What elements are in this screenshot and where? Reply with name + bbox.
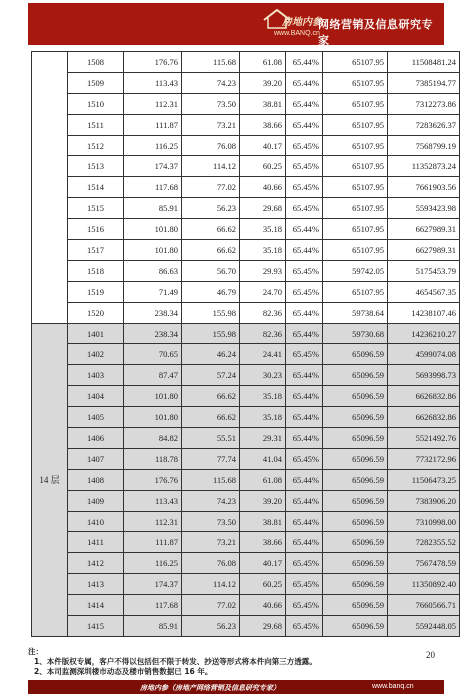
- ratio-cell: 65.45%: [286, 574, 323, 595]
- total-price-cell: 7567478.59: [388, 553, 460, 574]
- total-price-cell: 7661903.56: [388, 177, 460, 198]
- ratio-cell: 65.45%: [286, 448, 323, 469]
- area-cell: 116.25: [124, 553, 182, 574]
- unit-price-cell: 65096.59: [323, 469, 388, 490]
- unit-price-cell: 65107.95: [323, 114, 388, 135]
- area-cell: 86.63: [124, 260, 182, 281]
- room-number-cell: 1409: [68, 490, 124, 511]
- area-cell: 40.66: [240, 177, 286, 198]
- area-cell: 101.80: [124, 219, 182, 240]
- area-cell: 117.68: [124, 595, 182, 616]
- logo-brand-name: 房地内参: [282, 17, 322, 28]
- unit-price-cell: 65096.59: [323, 365, 388, 386]
- note-line-1: 1、本件版权专属，客户不得以包括但不限于转发、抄送等形式将本件向第三方透露。: [34, 657, 317, 666]
- total-price-cell: 11350892.40: [388, 574, 460, 595]
- unit-price-cell: 65096.59: [323, 428, 388, 449]
- area-cell: 113.43: [124, 72, 182, 93]
- area-cell: 46.24: [182, 344, 240, 365]
- total-price-cell: 7282355.52: [388, 532, 460, 553]
- area-cell: 116.25: [124, 135, 182, 156]
- area-cell: 85.91: [124, 198, 182, 219]
- area-cell: 112.31: [124, 93, 182, 114]
- unit-price-cell: 65096.59: [323, 511, 388, 532]
- table-row: [32, 260, 460, 281]
- area-cell: 77.02: [182, 177, 240, 198]
- area-cell: 111.87: [124, 114, 182, 135]
- area-cell: 39.20: [240, 490, 286, 511]
- total-price-cell: 11352873.24: [388, 156, 460, 177]
- ratio-cell: 65.44%: [286, 52, 323, 73]
- table-row: [32, 428, 460, 449]
- area-cell: 66.62: [182, 240, 240, 261]
- area-cell: 77.02: [182, 595, 240, 616]
- area-cell: 115.68: [182, 52, 240, 73]
- table-row: [32, 93, 460, 114]
- table-row: [32, 469, 460, 490]
- table-row: [32, 114, 460, 135]
- table-row: [32, 219, 460, 240]
- room-number-cell: 1407: [68, 448, 124, 469]
- room-number-cell: 1401: [68, 323, 124, 344]
- area-cell: 74.23: [182, 72, 240, 93]
- area-cell: 117.68: [124, 177, 182, 198]
- unit-price-cell: 65107.95: [323, 72, 388, 93]
- room-number-cell: 1415: [68, 616, 124, 637]
- area-cell: 73.21: [182, 114, 240, 135]
- total-price-cell: 5592448.05: [388, 616, 460, 637]
- area-cell: 82.36: [240, 302, 286, 323]
- unit-price-cell: 65096.59: [323, 407, 388, 428]
- area-cell: 114.12: [182, 574, 240, 595]
- area-cell: 29.68: [240, 198, 286, 219]
- area-cell: 176.76: [124, 469, 182, 490]
- unit-price-cell: 65096.59: [323, 344, 388, 365]
- area-cell: 155.98: [182, 323, 240, 344]
- table-row: [32, 177, 460, 198]
- table-row: [32, 595, 460, 616]
- area-cell: 55.51: [182, 428, 240, 449]
- floor-label-cell: [32, 52, 68, 324]
- unit-price-cell: 65096.59: [323, 448, 388, 469]
- ratio-cell: 65.44%: [286, 469, 323, 490]
- unit-price-cell: 65096.59: [323, 532, 388, 553]
- ratio-cell: 65.44%: [286, 240, 323, 261]
- area-cell: 24.70: [240, 281, 286, 302]
- unit-price-cell: 65107.95: [323, 135, 388, 156]
- room-number-cell: 1512: [68, 135, 124, 156]
- ratio-cell: 65.44%: [286, 93, 323, 114]
- area-cell: 38.81: [240, 511, 286, 532]
- area-cell: 35.18: [240, 240, 286, 261]
- area-cell: 61.08: [240, 469, 286, 490]
- area-cell: 238.34: [124, 323, 182, 344]
- area-cell: 77.74: [182, 448, 240, 469]
- room-number-cell: 1410: [68, 511, 124, 532]
- area-cell: 35.18: [240, 386, 286, 407]
- ratio-cell: 65.44%: [286, 428, 323, 449]
- unit-price-cell: 65107.95: [323, 93, 388, 114]
- total-price-cell: 6627989.31: [388, 219, 460, 240]
- room-number-cell: 1403: [68, 365, 124, 386]
- unit-price-cell: 65096.59: [323, 386, 388, 407]
- table-row: [32, 198, 460, 219]
- area-cell: 29.31: [240, 428, 286, 449]
- unit-price-cell: 65096.59: [323, 595, 388, 616]
- area-cell: 56.23: [182, 198, 240, 219]
- total-price-cell: 5521492.76: [388, 428, 460, 449]
- total-price-cell: 7310998.00: [388, 511, 460, 532]
- total-price-cell: 6626832.86: [388, 386, 460, 407]
- total-price-cell: 7283626.37: [388, 114, 460, 135]
- total-price-cell: 7383906.20: [388, 490, 460, 511]
- unit-price-cell: 59742.05: [323, 260, 388, 281]
- total-price-cell: 14238107.46: [388, 302, 460, 323]
- unit-price-cell: 65096.59: [323, 490, 388, 511]
- area-cell: 84.82: [124, 428, 182, 449]
- room-number-cell: 1519: [68, 281, 124, 302]
- ratio-cell: 65.45%: [286, 135, 323, 156]
- area-cell: 39.20: [240, 72, 286, 93]
- total-price-cell: 4654567.35: [388, 281, 460, 302]
- total-price-cell: 6627989.31: [388, 240, 460, 261]
- area-cell: 112.31: [124, 511, 182, 532]
- unit-price-cell: 59738.64: [323, 302, 388, 323]
- area-cell: 46.79: [182, 281, 240, 302]
- table-row: [32, 323, 460, 344]
- footer-url: www.banq.cn: [372, 683, 414, 690]
- unit-price-cell: 65107.95: [323, 240, 388, 261]
- unit-price-cell: 65096.59: [323, 616, 388, 637]
- table-row: [32, 448, 460, 469]
- room-number-cell: 1520: [68, 302, 124, 323]
- ratio-cell: 65.44%: [286, 219, 323, 240]
- area-cell: 155.98: [182, 302, 240, 323]
- total-price-cell: 5593423.98: [388, 198, 460, 219]
- area-cell: 174.37: [124, 574, 182, 595]
- room-number-cell: 1517: [68, 240, 124, 261]
- area-cell: 56.70: [182, 260, 240, 281]
- area-cell: 111.87: [124, 532, 182, 553]
- unit-price-cell: 65107.95: [323, 198, 388, 219]
- area-cell: 57.24: [182, 365, 240, 386]
- table-row: [32, 407, 460, 428]
- table-row: [32, 553, 460, 574]
- area-cell: 73.50: [182, 511, 240, 532]
- ratio-cell: 65.45%: [286, 156, 323, 177]
- table-row: [32, 574, 460, 595]
- ratio-cell: 65.44%: [286, 386, 323, 407]
- units-price-table: [31, 51, 460, 637]
- table-row: [32, 511, 460, 532]
- table-row: [32, 365, 460, 386]
- room-number-cell: 1408: [68, 469, 124, 490]
- unit-price-cell: 59730.68: [323, 323, 388, 344]
- area-cell: 76.08: [182, 553, 240, 574]
- total-price-cell: 7312273.86: [388, 93, 460, 114]
- total-price-cell: 11508481.24: [388, 52, 460, 73]
- ratio-cell: 65.44%: [286, 532, 323, 553]
- table-row: [32, 490, 460, 511]
- total-price-cell: 4599074.08: [388, 344, 460, 365]
- room-number-cell: 1511: [68, 114, 124, 135]
- room-number-cell: 1412: [68, 553, 124, 574]
- area-cell: 114.12: [182, 156, 240, 177]
- area-cell: 118.78: [124, 448, 182, 469]
- area-cell: 66.62: [182, 219, 240, 240]
- total-price-cell: 7568799.19: [388, 135, 460, 156]
- room-number-cell: 1406: [68, 428, 124, 449]
- room-number-cell: 1508: [68, 52, 124, 73]
- page-number: 20: [426, 650, 435, 660]
- area-cell: 24.41: [240, 344, 286, 365]
- area-cell: 35.18: [240, 407, 286, 428]
- total-price-cell: 7732172.96: [388, 448, 460, 469]
- ratio-cell: 65.45%: [286, 344, 323, 365]
- area-cell: 29.68: [240, 616, 286, 637]
- total-price-cell: 11506473.25: [388, 469, 460, 490]
- total-price-cell: 14236210.27: [388, 323, 460, 344]
- area-cell: 38.66: [240, 532, 286, 553]
- ratio-cell: 65.45%: [286, 595, 323, 616]
- unit-price-cell: 65107.95: [323, 156, 388, 177]
- room-number-cell: 1516: [68, 219, 124, 240]
- ratio-cell: 65.45%: [286, 177, 323, 198]
- unit-price-cell: 65107.95: [323, 281, 388, 302]
- area-cell: 66.62: [182, 386, 240, 407]
- table-row: [32, 135, 460, 156]
- room-number-cell: 1404: [68, 386, 124, 407]
- area-cell: 113.43: [124, 490, 182, 511]
- area-cell: 61.08: [240, 52, 286, 73]
- area-cell: 38.66: [240, 114, 286, 135]
- area-cell: 73.50: [182, 93, 240, 114]
- table-row: [32, 532, 460, 553]
- area-cell: 176.76: [124, 52, 182, 73]
- unit-price-cell: 65096.59: [323, 553, 388, 574]
- area-cell: 74.23: [182, 490, 240, 511]
- ratio-cell: 65.44%: [286, 490, 323, 511]
- area-cell: 238.34: [124, 302, 182, 323]
- area-cell: 29.93: [240, 260, 286, 281]
- brand-logo: [262, 8, 442, 47]
- room-number-cell: 1510: [68, 93, 124, 114]
- area-cell: 174.37: [124, 156, 182, 177]
- notes-section: [28, 647, 444, 677]
- area-cell: 56.23: [182, 616, 240, 637]
- area-cell: 40.66: [240, 595, 286, 616]
- room-number-cell: 1513: [68, 156, 124, 177]
- ratio-cell: 65.45%: [286, 616, 323, 637]
- area-cell: 71.49: [124, 281, 182, 302]
- area-cell: 30.23: [240, 365, 286, 386]
- logo-url: www.BANQ.cn: [274, 30, 320, 37]
- area-cell: 82.36: [240, 323, 286, 344]
- floor-label-cell: 14 层: [32, 323, 68, 636]
- area-cell: 76.08: [182, 135, 240, 156]
- table-row: [32, 240, 460, 261]
- room-number-cell: 1413: [68, 574, 124, 595]
- ratio-cell: 65.45%: [286, 198, 323, 219]
- note-line-2: 2、本司监测深圳楼市动态及楼市销售数据已 16 年。: [34, 667, 213, 676]
- ratio-cell: 65.44%: [286, 302, 323, 323]
- area-cell: 115.68: [182, 469, 240, 490]
- room-number-cell: 1414: [68, 595, 124, 616]
- ratio-cell: 65.45%: [286, 260, 323, 281]
- area-cell: 101.80: [124, 386, 182, 407]
- area-cell: 87.47: [124, 365, 182, 386]
- ratio-cell: 65.44%: [286, 323, 323, 344]
- table-row: [32, 616, 460, 637]
- table-row: [32, 52, 460, 73]
- area-cell: 41.04: [240, 448, 286, 469]
- ratio-cell: 65.44%: [286, 72, 323, 93]
- area-cell: 73.21: [182, 532, 240, 553]
- table-row: [32, 156, 460, 177]
- area-cell: 40.17: [240, 553, 286, 574]
- room-number-cell: 1518: [68, 260, 124, 281]
- notes-title: 注：: [28, 647, 43, 656]
- ratio-cell: 65.45%: [286, 553, 323, 574]
- table-row: [32, 302, 460, 323]
- area-cell: 66.62: [182, 407, 240, 428]
- ratio-cell: 65.45%: [286, 281, 323, 302]
- room-number-cell: 1515: [68, 198, 124, 219]
- table-row: [32, 386, 460, 407]
- total-price-cell: 5693998.73: [388, 365, 460, 386]
- table-row: [32, 344, 460, 365]
- area-cell: 35.18: [240, 219, 286, 240]
- ratio-cell: 65.44%: [286, 114, 323, 135]
- ratio-cell: 65.44%: [286, 365, 323, 386]
- room-number-cell: 1411: [68, 532, 124, 553]
- area-cell: 101.80: [124, 407, 182, 428]
- area-cell: 40.17: [240, 135, 286, 156]
- total-price-cell: 7660566.71: [388, 595, 460, 616]
- page-header: [0, 0, 466, 50]
- footer-brand-text: 房地内参（房地产网络营销及信息研究专家）: [140, 683, 280, 692]
- total-price-cell: 5175453.79: [388, 260, 460, 281]
- room-number-cell: 1509: [68, 72, 124, 93]
- unit-price-cell: 65107.95: [323, 219, 388, 240]
- room-number-cell: 1405: [68, 407, 124, 428]
- table-row: [32, 72, 460, 93]
- total-price-cell: 6626832.86: [388, 407, 460, 428]
- area-cell: 60.25: [240, 156, 286, 177]
- unit-price-cell: 65107.95: [323, 52, 388, 73]
- header-slogan: 网络营销及信息研究专家: [318, 18, 433, 47]
- area-cell: 60.25: [240, 574, 286, 595]
- room-number-cell: 1402: [68, 344, 124, 365]
- ratio-cell: 65.44%: [286, 407, 323, 428]
- ratio-cell: 65.44%: [286, 511, 323, 532]
- total-price-cell: 7385194.77: [388, 72, 460, 93]
- unit-price-cell: 65096.59: [323, 574, 388, 595]
- area-cell: 70.65: [124, 344, 182, 365]
- area-cell: 38.81: [240, 93, 286, 114]
- table-row: [32, 281, 460, 302]
- unit-price-cell: 65107.95: [323, 177, 388, 198]
- room-number-cell: 1514: [68, 177, 124, 198]
- area-cell: 101.80: [124, 240, 182, 261]
- area-cell: 85.91: [124, 616, 182, 637]
